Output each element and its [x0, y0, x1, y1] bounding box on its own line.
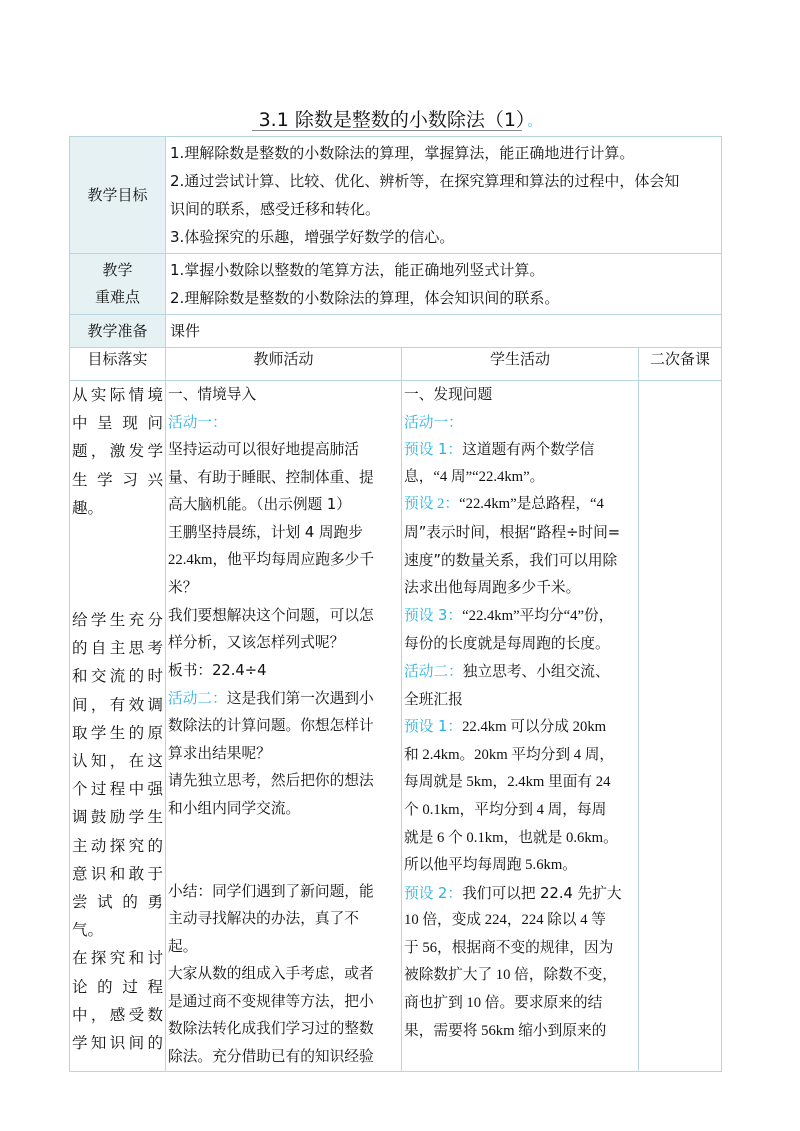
student-line [404, 602, 636, 631]
student-line: 每周就是 5km，2.4km 里面有 24 [404, 774, 611, 791]
goals-row [70, 137, 722, 254]
goal-line: 识间的联系，感受迁移和转化。 [170, 200, 381, 218]
column-header-row [70, 348, 722, 381]
student-line: 速度”的数量关系，我们可以用除 [404, 551, 618, 569]
goals-content [166, 137, 722, 254]
goal-text-line: 主动探究的 [72, 836, 163, 855]
preset-label: 预设 2： [404, 496, 460, 513]
goal-line: 3.体验探究的乐趣，增强学好数学的信心。 [170, 228, 455, 246]
goal-text-line: 在探究和讨 [72, 949, 163, 968]
teacher-line: 数除法转化成我们学习过的整数 [168, 1020, 374, 1038]
prep-value: 课件 [166, 315, 722, 348]
student-line: 周”表示时间，根据“路程÷时间= [404, 523, 621, 541]
key-points-row [70, 254, 722, 315]
goal-text-line: 取学生的原 [72, 723, 163, 742]
goal-text-line: 间，有效调 [72, 695, 163, 714]
teacher-line: 高大脑机能。（出示例题 1） [168, 496, 351, 514]
teacher-activity2-text: 这是我们第一次遇到小 [226, 689, 374, 707]
teacher-activity2-line [168, 685, 399, 713]
header-notes: 二次备课 [639, 348, 722, 381]
key-points-label-line1: 教学 [102, 261, 133, 279]
student-line: 于 56，根据商不变的规律，因为 [404, 939, 614, 956]
student-line: 息，“4 周”“22.4km”。 [404, 468, 545, 485]
teacher-activity-column [166, 381, 402, 1072]
title-text: 3.1 除数是整数的小数除法（1） [258, 109, 526, 131]
lesson-plan-table [69, 136, 722, 1072]
header-teacher: 教师活动 [166, 348, 402, 381]
student-line: 法求出他每周跑多少千米。 [404, 579, 581, 597]
student-activity2-text: 独立思考、小组交流、 [462, 662, 610, 680]
teacher-line: 我们要想解决这个问题，可以怎 [168, 606, 374, 624]
teacher-line: 小结：同学们遇到了新问题，能 [168, 882, 374, 900]
goal-text-line: 中呈现问 [72, 414, 163, 433]
key-points-label [70, 254, 166, 315]
student-activity-column [402, 381, 639, 1072]
student-line: 果，需要将 56km 缩小到原来的 [404, 1022, 607, 1039]
teacher-line: 大家从数的组成入手考虑，或者 [168, 965, 374, 983]
activity-row [70, 381, 722, 1072]
student-line: 被除数扩大了 10 倍，除数不变， [404, 967, 617, 984]
goal-text-line: 生学习兴 [72, 470, 163, 489]
teacher-line: 数除法的计算问题。你想怎样计 [168, 717, 374, 735]
student-line [404, 658, 636, 686]
goal-text-line: 和交流的时 [72, 667, 163, 686]
teacher-line: 是通过商不变规律等方法，把小 [168, 992, 374, 1010]
teacher-line: 米？ [168, 579, 198, 597]
student-line [404, 880, 636, 908]
key-point-line: 1.掌握小数除以整数的笔算方法，能正确地列竖式计算。 [170, 261, 545, 279]
header-goal: 目标落实 [70, 348, 166, 381]
teacher-line: 坚持运动可以很好地提高肺活 [168, 441, 359, 459]
goal-text-line: 趣。 [72, 498, 104, 517]
goals-label: 教学目标 [70, 137, 166, 254]
teacher-line: 起。 [168, 937, 198, 955]
student-line [404, 436, 636, 464]
student-line: 就是 6 个 0.1km，也就是 0.6km。 [404, 829, 618, 846]
student-line: 每份的长度就是每周跑的长度。 [404, 635, 610, 653]
teacher-line: 和小组内同学交流。 [168, 799, 301, 817]
student-line: 商也扩到 10 倍。要求原来的结 [404, 995, 603, 1012]
teacher-line: 请先独立思考，然后把你的想法 [168, 772, 374, 790]
preset-label: 预设 2： [404, 884, 463, 902]
teacher-line: 算求出结果呢？ [168, 744, 271, 762]
goal-text-line: 从实际情境 [72, 386, 163, 404]
teacher-spacer [168, 823, 399, 878]
student-line: 10 倍，变成 224，224 除以 4 等 [404, 912, 606, 929]
student-line: 个 0.1km，平均分到 4 周，每周 [404, 801, 607, 818]
goal-text-line: 学知识间的 [72, 1034, 163, 1053]
preset-text: “22.4km”平均分“4”份， [462, 607, 614, 624]
goal-text-line: 认知，在这 [72, 752, 163, 771]
page-title [0, 106, 800, 136]
student-line [404, 491, 636, 519]
teacher-line: 量、有助于睡眠、控制体重、提 [168, 468, 374, 486]
student-activity2-label: 活动二： [404, 662, 463, 680]
goal-text-line: 个过程中强 [72, 780, 163, 799]
preset-text: 这道题有两个数学信 [462, 441, 595, 459]
teacher-line: 22.4km，他平均每周应跑多少千 [168, 551, 375, 568]
preset-text: “22.4km”是总路程，“4 [459, 496, 604, 513]
preset-label: 预设 1： [404, 441, 463, 459]
teacher-board: 板书：22.4÷4 [168, 661, 267, 679]
preset-text: 我们可以把 22.4 先扩大 [462, 884, 622, 902]
title-rule [252, 130, 522, 131]
key-points-content [166, 254, 722, 315]
goal-text-line: 的自主思考 [72, 639, 163, 658]
teacher-line: 除法。充分借助已有的知识经验 [168, 1048, 374, 1066]
teacher-activity2-label: 活动二： [168, 689, 227, 707]
teacher-line: 主动寻找解决的办法，真了不 [168, 910, 359, 928]
teacher-activity1-label: 活动一： [168, 413, 227, 431]
prep-row [70, 315, 722, 348]
goal-text-line: 调鼓励学生 [72, 808, 163, 827]
goal-implementation-column [70, 381, 166, 1072]
teacher-line: 王鹏坚持晨练，计划 4 周跑步 [168, 523, 363, 541]
teacher-heading: 一、情境导入 [168, 386, 257, 403]
key-point-line: 2.理解除数是整数的小数除法的算理，体会知识间的联系。 [170, 289, 560, 307]
student-line: 所以他平均每周跑 5.6km。 [404, 857, 577, 874]
goal-text-line: 气。 [72, 921, 104, 940]
student-line: 全班汇报 [404, 690, 463, 708]
student-activity1-label: 活动一： [404, 413, 463, 431]
student-line: 和 2.4km。20km 平均分到 4 周， [404, 746, 615, 763]
goal-spacer [72, 522, 163, 606]
preset-label: 预设 3： [404, 606, 463, 624]
goal-text-line: 题，激发学 [72, 442, 163, 461]
student-line [404, 713, 636, 742]
goal-line: 1.理解除数是整数的小数除法的算理，掌握算法，能正确地进行计算。 [170, 144, 635, 162]
teacher-line: 样分析，又该怎样列式呢？ [168, 634, 345, 652]
preset-text: 22.4km 可以分成 20km [462, 719, 607, 736]
header-student: 学生活动 [402, 348, 639, 381]
prep-label: 教学准备 [70, 315, 166, 348]
goal-text-line: 意识和敢于 [72, 864, 163, 883]
key-points-label-line2: 重难点 [94, 288, 140, 306]
goal-text-line: 中，感受数 [72, 1005, 163, 1024]
goal-text-line: 给学生充分 [72, 611, 163, 630]
title-dot: 。 [527, 114, 542, 130]
goal-text-line: 论的过程 [72, 977, 163, 996]
goal-text-line: 尝试的勇 [72, 893, 163, 912]
student-heading: 一、发现问题 [404, 386, 493, 403]
goal-line: 2.通过尝试计算、比较、优化、辨析等，在探究算理和算法的过程中，体会知 [170, 172, 680, 190]
second-prep-column [639, 381, 722, 1072]
preset-label: 预设 1： [404, 718, 463, 736]
